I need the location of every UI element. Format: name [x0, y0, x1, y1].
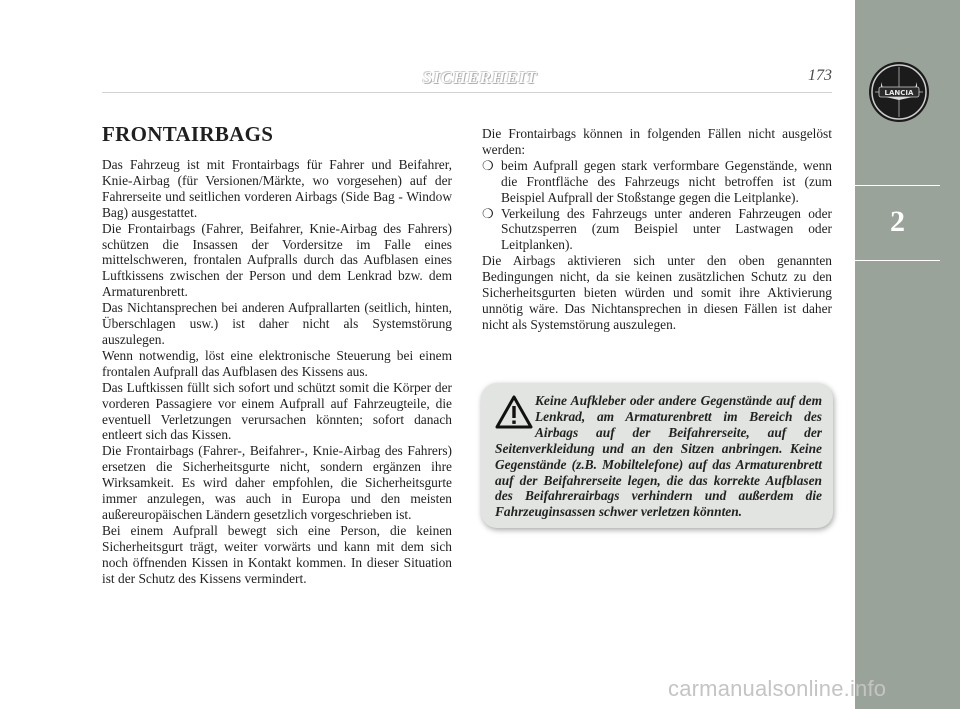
page-number: 173	[808, 67, 832, 84]
watermark: carmanualsonline.info	[668, 676, 887, 701]
bullet-item	[482, 206, 832, 254]
bullet-text: Verkeilung des Fahrzeugs unter anderen Fahrzeugen oder Schutzsperren (zum Beispiel unter Lastwagen oder Leitplanken).	[501, 205, 832, 253]
header-title: SICHERHEIT	[422, 68, 538, 87]
paragraph: Bei einem Aufprall bewegt sich eine Person, die keinen Sicherheitsgurt trägt, weiter vorwärts und kann mit dem sich noch öffnenden Kissen in Kontakt kommen. In dieser Situation ist der Schutz des Kissens vermindert.	[102, 522, 452, 586]
bullet-text: beim Aufprall gegen stark verformbare Gegenstände, wenn die Frontfläche des Fahrzeugs nicht betroffen ist (zum Beispiel Aufprall der Stoßstange gegen die Leitplanke).	[501, 157, 832, 205]
warning-box	[481, 383, 833, 528]
lancia-logo-icon	[867, 60, 931, 124]
chapter-number: 2	[890, 205, 905, 238]
sidebar-divider	[855, 260, 940, 261]
logo-text: LANCIA	[884, 89, 914, 97]
closing-paragraph: Die Airbags aktivieren sich unter den oben genannten Bedingungen nicht, da sie keinen zusätzlichen Schutz zu den Sicherheitsgurten bieten würden und somit ihre Aktivierung unnötig wäre. Das Nichtansprechen in diesen Fällen ist daher nicht als Systemstörung auszulegen.	[482, 253, 832, 332]
paragraph: Das Luftkissen füllt sich sofort und schützt somit die Körper der vorderen Passagiere vor einem Aufprall auf Fahrzeugteile, die eventuell Verletzungen verursachen könnten; sofort danach entleert sich das Kissen.	[102, 379, 452, 443]
paragraph: Das Fahrzeug ist mit Frontairbags für Fahrer und Beifahrer, Knie-Airbag (für Versionen/Märkte, wo vorgesehen) auf der Fahrerseite und seitlichen vorderen Airbags (Side Bag - Window Bag) ausgestattet.	[102, 157, 452, 220]
header-rule	[102, 92, 832, 93]
chapter-sidebar	[855, 0, 960, 709]
bullet-marker: ❍	[482, 157, 494, 173]
sidebar-divider	[855, 185, 940, 186]
paragraph: Das Nichtansprechen bei anderen Aufprallarten (seitlich, hinten, Überschlagen usw.) ist daher nicht als Systemstörung auszulegen.	[102, 300, 452, 347]
intro-paragraph: Die Frontairbags können in folgenden Fällen nicht ausgelöst werden:	[482, 126, 832, 157]
warning-text	[495, 393, 822, 520]
paragraph: Die Frontairbags (Fahrer, Beifahrer, Knie-Airbag des Fahrers) schützen die Insassen der Vordersitze im Falle eines mittelschweren, frontalen Aufpralls durch das Aufblasen eines Luftkissens zwischen der Person und dem Lenkrad bzw. dem Armaturenbrett.	[102, 220, 452, 300]
icon-spacer	[495, 393, 535, 439]
left-column	[102, 122, 452, 586]
paragraph: Die Frontairbags (Fahrer-, Beifahrer-, Knie-Airbag des Fahrers) ersetzen die Sicherheitsgurte nicht, sondern ergänzen ihre Wirksamkeit. Es wird daher empfohlen, die Sicherheitsgurte immer anzulegen, was auch in Europa und den meisten außereuropäischen Ländern gesetzlich vorgeschrieben ist.	[102, 443, 452, 522]
right-column	[482, 126, 832, 333]
bullet-item	[482, 158, 832, 206]
section-title: FRONTAIRBAGS	[102, 122, 274, 146]
warning-message: Keine Aufkleber oder andere Gegenstände auf dem Lenkrad, am Armaturenbrett im Bereich des Airbags auf der Beifahrerseite, auf der Seitenverkleidung und an den Sitzen anbringen. Keine Gegenstände (z.B. Mobiltelefone) auf das Armaturenbrett auf der Beifahrerseite legen, die das korrekte Aufblasen des Beifahrerairbags verhindern und außerdem die Fahrzeuginsassen schwer verletzen könnten.	[495, 393, 822, 520]
bullet-marker: ❍	[482, 205, 494, 221]
paragraph: Wenn notwendig, löst eine elektronische Steuerung bei einem frontalen Aufprall das Aufblasen des Kissens aus.	[102, 347, 452, 379]
